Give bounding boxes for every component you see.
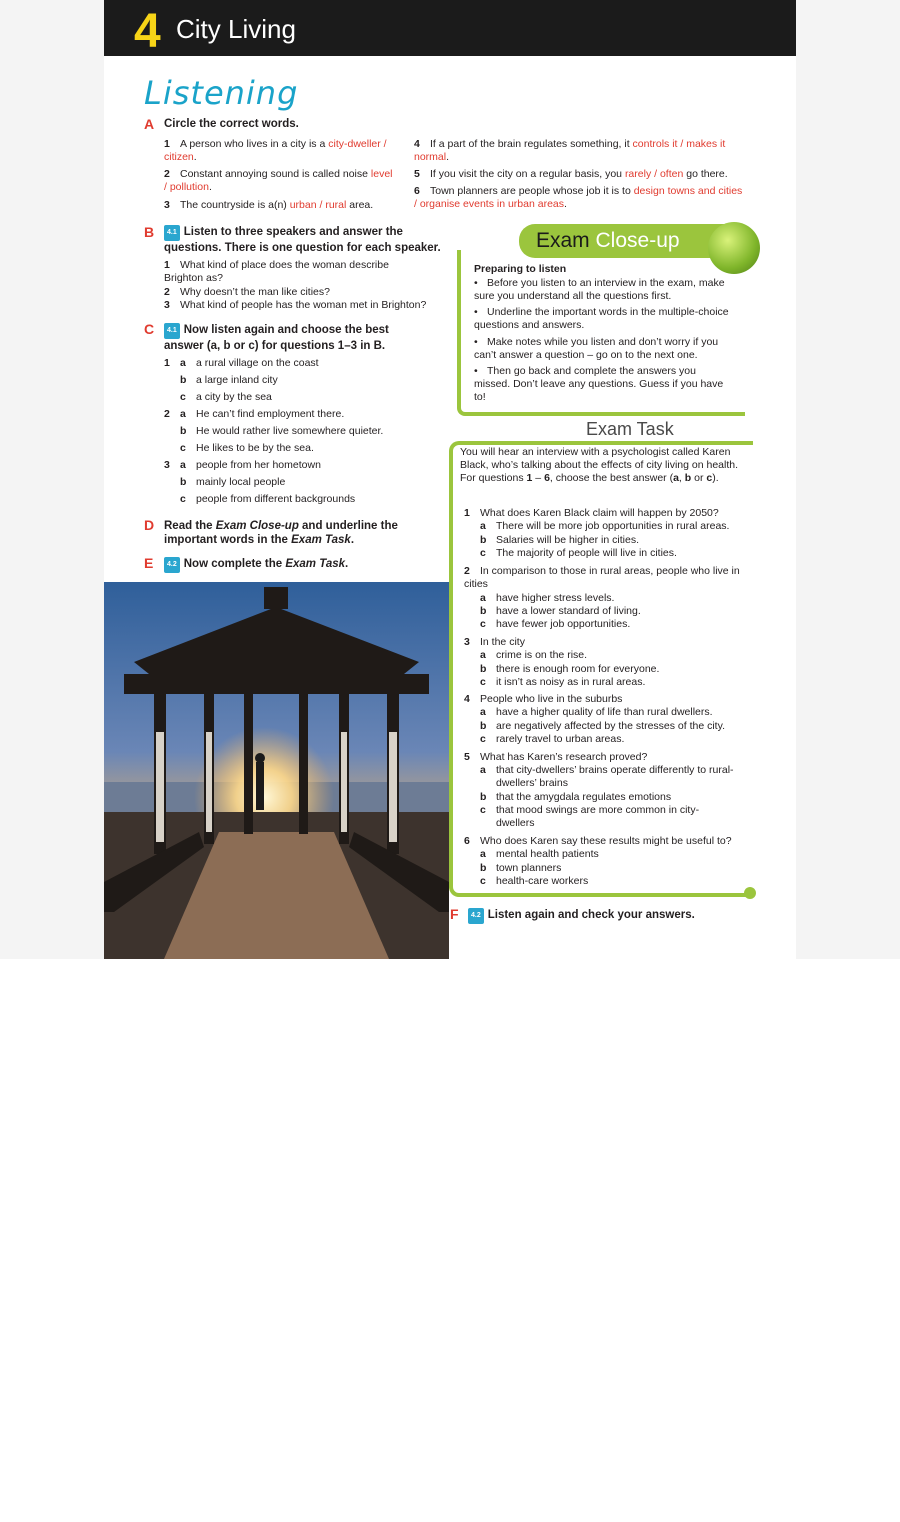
section-e-letter: E: [144, 555, 154, 571]
task-q6-option-c: c health-care workers: [480, 875, 589, 887]
a-item-5: 5 If you visit the city on a regular basis, you rarely / often go there.: [414, 168, 728, 180]
task-q1-option-b: b Salaries will be higher in cities.: [480, 534, 639, 546]
section-a-letter: A: [144, 116, 155, 132]
section-title: Listening: [144, 74, 299, 112]
bandstand-illustration: [104, 582, 449, 959]
task-q2-option-c: c have fewer job opportunities.: [480, 618, 631, 630]
c-item-3b: b mainly local people: [180, 476, 286, 488]
section-f-instruction: 4.2 Listen again and check your answers.: [468, 908, 695, 924]
task-q5-option-c: c that mood swings are more common in city-dwellers: [480, 804, 700, 829]
audio-track-icon[interactable]: 4.2: [468, 908, 484, 924]
section-d-letter: D: [144, 517, 155, 533]
task-q4-option-a: a have a higher quality of life than rural dwellers.: [480, 706, 713, 718]
audio-track-icon[interactable]: 4.1: [164, 225, 180, 241]
task-q2-option-a: a have higher stress levels.: [480, 592, 615, 604]
c-item-3c: c people from different backgrounds: [180, 493, 356, 505]
unit-title: City Living: [176, 14, 296, 44]
task-q4-option-b: b are negatively affected by the stresses of the city.: [480, 720, 725, 732]
tennis-ball-icon: [708, 222, 760, 274]
c-item-2a: 2 a He can’t find employment there.: [164, 408, 345, 420]
task-q3-option-c: c it isn’t as noisy as in rural areas.: [480, 676, 646, 688]
section-a-instruction: Circle the correct words.: [164, 118, 299, 130]
exam-task-intro: You will hear an interview with a psychologist called Karen Black, who’s talking about the effects of city living on health. For questions 1 – 6, choose the best answer (a, b or c).: [460, 446, 739, 484]
task-question-2: 2 In comparison to those in rural areas, people who live in cities: [464, 565, 740, 590]
page-number: 48: [124, 1510, 137, 1522]
task-question-3: 3 In the city: [464, 636, 525, 648]
task-question-4: 4 People who live in the suburbs: [464, 693, 623, 705]
section-c-letter: C: [144, 321, 155, 337]
c-item-1a: 1 a a rural village on the coast: [164, 357, 319, 369]
closeup-bullet-2: • Underline the important words in the multiple-choice questions and answers.: [474, 306, 729, 331]
section-f-letter: F: [450, 906, 459, 922]
exam-task-dot: [744, 887, 756, 899]
task-q3-option-b: b there is enough room for everyone.: [480, 663, 660, 675]
a-item-6: 6 Town planners are people whose job it is to design towns and cities / organise events in urban areas.: [414, 185, 743, 210]
section-d-instruction: Read the Exam Close-up and underline the important words in the Exam Task.: [164, 520, 398, 546]
exam-closeup-subtitle: Preparing to listen: [474, 263, 567, 275]
c-item-2b: b He would rather live somewhere quieter.: [180, 425, 384, 437]
c-item-1c: c a city by the sea: [180, 391, 272, 403]
closeup-bullet-3: • Make notes while you listen and don’t worry if you can’t answer a question – go on to the next one.: [474, 336, 719, 361]
task-q6-option-b: b town planners: [480, 862, 562, 874]
task-q4-option-c: c rarely travel to urban areas.: [480, 733, 625, 745]
c-item-1b: b a large inland city: [180, 374, 278, 386]
task-q5-option-a: a that city-dwellers’ brains operate differently to rural-dwellers’ brains: [480, 764, 734, 789]
section-e-instruction: 4.2 Now complete the Exam Task.: [164, 557, 348, 573]
exam-task-title: Exam Task: [586, 419, 674, 439]
unit-header: [104, 0, 796, 56]
a-item-1: 1 A person who lives in a city is a city-dweller / citizen.: [164, 138, 387, 163]
section-c-instruction: 4.1 Now listen again and choose the best answer (a, b or c) for questions 1–3 in B.: [164, 324, 389, 352]
left-margin: [0, 0, 104, 959]
task-q3-option-a: a crime is on the rise.: [480, 649, 588, 661]
a-item-3: 3 The countryside is a(n) urban / rural area.: [164, 199, 374, 211]
a-item-2: 2 Constant annoying sound is called noise level / pollution.: [164, 168, 393, 193]
task-question-5: 5 What has Karen’s research proved?: [464, 751, 648, 763]
task-q1-option-c: c The majority of people will live in cities.: [480, 547, 677, 559]
exam-closeup-title: Exam Close-up: [536, 229, 680, 252]
audio-track-icon[interactable]: 4.2: [164, 557, 180, 573]
right-margin: [796, 0, 900, 959]
section-b-letter: B: [144, 224, 155, 240]
textbook-page: [104, 0, 796, 1522]
c-item-3a: 3 a people from her hometown: [164, 459, 321, 471]
task-question-6: 6 Who does Karen say these results might be useful to?: [464, 835, 732, 847]
unit-number: 4: [134, 5, 161, 58]
b-item-3: 3 What kind of people has the woman met in Brighton?: [164, 299, 427, 311]
audio-track-icon[interactable]: 4.1: [164, 323, 180, 339]
closeup-bullet-4: • Then go back and complete the answers you missed. Don’t leave any questions. Guess if you have to!: [474, 365, 724, 403]
task-q6-option-a: a mental health patients: [480, 848, 599, 860]
c-item-2c: c He likes to be by the sea.: [180, 442, 314, 454]
a-item-4: 4 If a part of the brain regulates something, it controls it / makes it normal.: [414, 138, 726, 163]
closeup-bullet-1: • Before you listen to an interview in the exam, make sure you understand all the questions first.: [474, 277, 725, 302]
b-item-1: 1 What kind of place does the woman describe Brighton as?: [164, 259, 389, 284]
brighton-bandstand-photo: [104, 582, 449, 1522]
b-item-2: 2 Why doesn’t the man like cities?: [164, 286, 330, 298]
task-q2-option-b: b have a lower standard of living.: [480, 605, 641, 617]
task-q5-option-b: b that the amygdala regulates emotions: [480, 791, 672, 803]
task-q1-option-a: a There will be more job opportunities in rural areas.: [480, 520, 730, 532]
section-b-instruction: 4.1 Listen to three speakers and answer the questions. There is one question for each speaker.: [164, 226, 441, 254]
task-question-1: 1 What does Karen Black claim will happen by 2050?: [464, 507, 719, 519]
